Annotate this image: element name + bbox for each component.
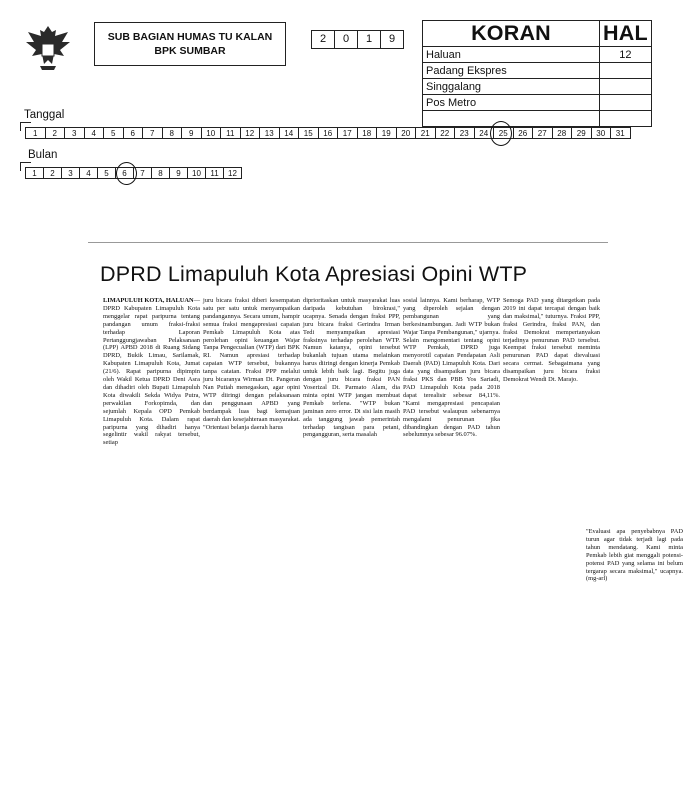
koran-header: KORAN: [423, 21, 600, 47]
article-column: juru bicara fraksi diberi kesempatan satu per satu untuk menyampaikan pandangannya. Secara umum, hampir semua fraksi mengapresiasi capaian Pemkab Limapuluh Kota atas perolehan opini keuangan Wajar Tanpa Pengecualian (WTP) dari BPK RI. Namun apresiasi terhadap capaian WTP tersebut, bukannya tanpa catatan. Fraksi PPP melalui juru bicaranya Wirman Dt. Pangeran Nan Putiah menegaskan, agar opini WTP diiringi dengan pelaksanaan dan penggunaan APBD yang berdampak luas bagi kemajuan daerah dan kesejahteraan masyarakat. "Orientasi belanja daerah harus: [203, 297, 300, 431]
day-cell: 5: [103, 127, 124, 139]
day-cell: 2: [45, 127, 66, 139]
day-cell: 12: [240, 127, 261, 139]
month-cell: 11: [205, 167, 224, 179]
day-cell: 25: [493, 127, 514, 139]
section-divider: [88, 242, 608, 243]
day-cell: 8: [162, 127, 183, 139]
newspaper-page: [600, 79, 652, 95]
day-cell: 18: [357, 127, 378, 139]
article-column: sosial lainnya. Kami berharap, WTP yang diperoleh sejalan dengan pembangunan yang berkesinambungan. Jadi WTP bukan Wajar Tanpa Pembangunan," ujarnya. Selain mengomentari tentang opini WTP Pemkab, DPRD juga menyorotil capaian Pendapatan Asli Daerah (PAD) Limapuluh Kota. Dari data yang disampaikan juru bicara fraksi PKS dan PBB Yos Sariadi, PAD Limapuluh Kota pada 2018 dapat terealisir sebesar 84,11%. "Kami mengapresiasi pencapaian PAD tersebut walaupun sebenarnya mengalami penurunan jika dibandingkan dengan PAD tahun sebelumnya sebesar 96.07%.: [403, 297, 500, 439]
year-boxes: [312, 30, 404, 49]
month-cell: 8: [151, 167, 170, 179]
year-digit: 1: [357, 30, 381, 49]
day-cell: 9: [181, 127, 202, 139]
circled-day-mark: [490, 121, 512, 146]
day-cell: 7: [142, 127, 163, 139]
day-cell: 23: [454, 127, 475, 139]
bulan-label: Bulan: [28, 149, 58, 161]
month-cell: 6: [115, 167, 134, 179]
day-cell: 3: [64, 127, 85, 139]
article-column: [103, 297, 200, 447]
day-cell: 30: [591, 127, 612, 139]
day-cell: 4: [84, 127, 105, 139]
newspaper-page: [600, 95, 652, 111]
month-cell: 4: [79, 167, 98, 179]
newspaper-page: [600, 63, 652, 79]
month-cell: 3: [61, 167, 80, 179]
garuda-emblem-icon: [20, 20, 76, 74]
newspaper-row: [423, 63, 652, 79]
day-cell: 6: [123, 127, 144, 139]
day-cells: [26, 127, 631, 139]
day-cell: 19: [376, 127, 397, 139]
month-cell: 10: [187, 167, 206, 179]
agency-name-line2: BPK SUMBAR: [154, 45, 226, 57]
day-cell: 14: [279, 127, 300, 139]
newspaper-row: [423, 111, 652, 127]
newspaper-row: [423, 95, 652, 111]
day-cell: 17: [337, 127, 358, 139]
day-cell: 29: [571, 127, 592, 139]
newspaper-page: 12: [600, 47, 652, 63]
day-cell: 21: [415, 127, 436, 139]
day-cell: 28: [552, 127, 573, 139]
newspaper-name: [423, 111, 600, 127]
month-cell: 5: [97, 167, 116, 179]
day-cell: 22: [435, 127, 456, 139]
newspaper-table: [422, 20, 652, 127]
article-headline: DPRD Limapuluh Kota Apresiasi Opini WTP: [100, 262, 528, 286]
month-cell: 12: [223, 167, 242, 179]
tanggal-label: Tanggal: [24, 109, 65, 121]
day-cell: 26: [513, 127, 534, 139]
day-cell: 15: [298, 127, 319, 139]
day-cell: 27: [532, 127, 553, 139]
day-cell: 1: [25, 127, 46, 139]
agency-name-line1: SUB BAGIAN HUMAS TU KALAN: [107, 31, 273, 43]
year-digit: 9: [380, 30, 404, 49]
month-cell: 9: [169, 167, 188, 179]
month-cell: 1: [25, 167, 44, 179]
newspaper-name: Padang Ekspres: [423, 63, 600, 79]
year-digit: 0: [334, 30, 358, 49]
day-cell: 31: [610, 127, 631, 139]
day-cell: 13: [259, 127, 280, 139]
month-cell: 7: [133, 167, 152, 179]
article-dateline: LIMAPULUH KOTA, HALUAN: [103, 297, 194, 304]
newspaper-table-header: [423, 21, 652, 47]
newspaper-name: Singgalang: [423, 79, 600, 95]
hal-header: HAL: [600, 21, 652, 47]
day-cell: 10: [201, 127, 222, 139]
month-cell: 2: [43, 167, 62, 179]
article-column: "Evaluasi apa penyebabnya PAD turun agar tidak terjadi lagi pada tahun mendatang. Kami minta Pemkab lebih giat menggali potensi-potensi PAD yang selama ini belum tergarap secara maksimal," ucapnya.(mg-arl): [586, 528, 683, 583]
day-cell: 11: [220, 127, 241, 139]
year-digit: 2: [311, 30, 335, 49]
article-column: Semoga PAD yang ditargetkan pada 2019 ini dapat tercapai dengan baik dan maksimal," tuturnya. Fraksi PPP, fraksi Gerindra, fraksi PAN, dan fraksi Demokrat mempertanyakan terjadinya penurunan PAD tersebut. Keempat fraksi tersebut meminta penurunan PAD dapat dievaluasi secara cermat. Sebagaimana yang disampaikan juru bicara fraksi Demokrat Wendi Dt. Marajo.: [503, 297, 600, 384]
article-column-text: — DPRD Kabupaten Limapuluh Kota menggelar rapat paripurna tentang pandangan umum fraksi-fraksi terhadap Laporan Pertanggungjawaban Pelaksanaan (LPP) APBD 2018 di Ruang Sidang DPRD, Bukik Limau, Sarilamak, Kabupaten Limapuluh Kota, Jumat (21/6). Rapat paripurna dipimpin oleh Wakil Ketua DPRD Deni Asra dan dihadiri oleh Bupati Limapuluh Kota diwakili Sekda Widya Putra, perwakilan Forkopimda, dan sejumlah Kepala OPD Pemkab Limapuluh Kota. Dalam rapat paripurna yang dihadiri hanya segelintir wakil rakyat tersebut, setiap: [103, 297, 200, 447]
newspaper-page: [600, 111, 652, 127]
newspaper-row: [423, 79, 652, 95]
day-cell: 16: [318, 127, 339, 139]
newspaper-name: Haluan: [423, 47, 600, 63]
newspaper-name: Pos Metro: [423, 95, 600, 111]
newspaper-row: [423, 47, 652, 63]
day-cell: 24: [474, 127, 495, 139]
day-cell: 20: [396, 127, 417, 139]
article-column: diprioritaskan untuk masyarakat luas daripada kebutuhan birokrasi," ucapnya. Senada dengan fraksi PPP, juru bicara fraksi Gerindra Irman Tedi menyampaikan apresiasi fraksinya terhadap perolehan WTP. Namun katanya, opini tersebut bukanlah tujuan utama melainkan harus diiringi dengan kinerja Pemkab untuk lebih baik lagi. Begitu juga dengan juru bicara fraksi PAN Yoserizal Dt. Parmato Alam, dia minta opini WTP jangan membuat Pemkab terlena. "WTP bukan jaminan zero error. Di sisi lain masih ada tanggung jawab pemerintah terhadap tangisan para petani, pengangguran, serta masalah: [303, 297, 400, 439]
agency-box: [94, 22, 286, 66]
circled-month-mark: [116, 162, 137, 185]
